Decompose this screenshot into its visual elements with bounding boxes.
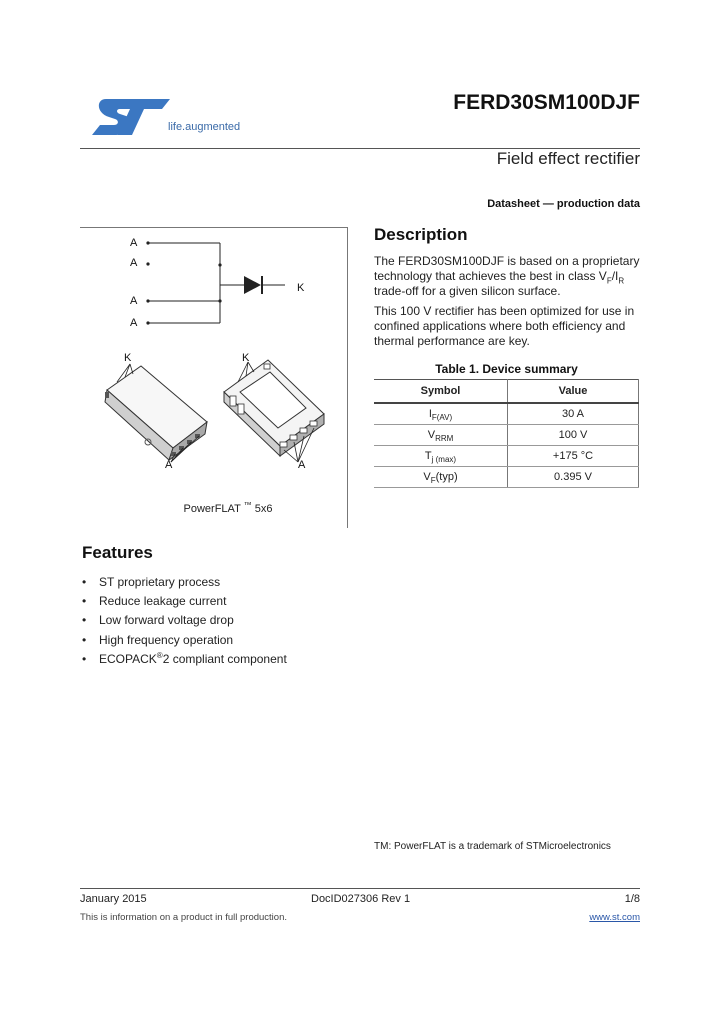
description-heading: Description	[374, 225, 468, 244]
trademark-note: TM: PowerFLAT is a trademark of STMicroelectronics	[374, 841, 611, 852]
features-heading: Features	[82, 543, 153, 562]
table-cell-value: 100 V	[508, 425, 639, 446]
st-logo-icon	[92, 97, 172, 137]
table-cell-symbol: $V_F(typ)$	[374, 467, 508, 488]
document-title: FERD30SM100DJF	[453, 91, 640, 114]
bullet-icon: •	[82, 651, 87, 666]
footer-website-link[interactable]: www.st.com	[589, 912, 640, 923]
pin-label: A	[130, 237, 138, 249]
datasheet-label: Datasheet — production data	[487, 198, 640, 210]
list-item: • ST proprietary process	[82, 573, 287, 592]
footer-production-note: This is information on a product in full production.	[80, 912, 287, 923]
pin-label: A	[130, 295, 138, 307]
footer-divider	[80, 888, 640, 889]
list-item: • ECOPACK®2 compliant component	[82, 650, 287, 669]
bullet-icon: •	[82, 613, 87, 628]
schematic-diagram	[140, 235, 300, 330]
bullet-icon: •	[82, 575, 87, 589]
package-pin-k-label: K	[124, 352, 132, 364]
list-item: • Reduce leakage current	[82, 592, 287, 611]
footer-date: January 2015	[80, 893, 147, 905]
pin-label: A	[130, 257, 138, 269]
package-top-view-image	[95, 352, 220, 472]
table-header-symbol: Symbol	[374, 380, 508, 404]
cathode-label: K	[297, 282, 305, 294]
table-cell-value: +175 °C	[508, 446, 639, 467]
package-pin-a-label: A	[298, 459, 306, 471]
table-header-value: Value	[508, 380, 639, 404]
package-pin-a-label: A	[165, 459, 173, 471]
device-summary-table	[374, 379, 639, 488]
list-item: • High frequency operation	[82, 631, 287, 650]
bullet-icon: •	[82, 632, 87, 647]
bullet-icon: •	[82, 594, 87, 609]
table-row	[374, 425, 639, 446]
footer-doc-id: DocID027306 Rev 1	[311, 893, 411, 905]
table-cell-symbol: $V_{RRM}$	[374, 425, 508, 446]
pin-label: A	[130, 317, 138, 329]
footer-page-number: 1/8	[624, 893, 640, 905]
table-header-row	[374, 380, 639, 404]
table-row	[374, 446, 639, 467]
list-item: • Low forward voltage drop	[82, 611, 287, 630]
table-cell-symbol: $T_{j (max)}$	[374, 446, 508, 467]
document-subtitle: Field effect rectifier	[496, 149, 640, 168]
description-paragraph: This 100 V rectifier has been optimized for use in confined applications where both efficiency and thermal performance are key.	[374, 304, 635, 348]
package-pin-k-label: K	[242, 352, 250, 364]
table-cell-value: 0.395 V	[508, 467, 639, 488]
description-paragraph: The FERD30SM100DJF is based on a proprietary technology that achieves the best in class $V_F/I_R$ trade-off for a given silicon surface.	[374, 254, 640, 298]
features-list	[82, 573, 287, 669]
table-cell-symbol: $I_{F(AV)}$	[374, 403, 508, 425]
table-row	[374, 403, 639, 425]
package-bottom-view-image	[218, 352, 333, 472]
table-caption: Table 1. Device summary	[435, 362, 578, 376]
logo-tagline: life.augmented	[168, 121, 241, 133]
figure-caption: PowerFLAT ™ 5x6	[183, 500, 273, 515]
table-row	[374, 467, 639, 488]
table-cell-value: 30 A	[508, 403, 639, 425]
